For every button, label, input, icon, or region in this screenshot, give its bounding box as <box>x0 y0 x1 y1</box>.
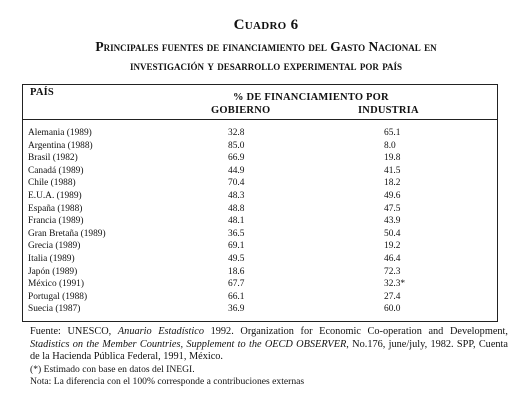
country-cell: Gran Bretaña (1989) <box>28 228 106 239</box>
gobierno-cell: 48.3 <box>228 190 245 201</box>
source-note <box>30 326 508 364</box>
table-row <box>23 254 497 267</box>
table-row <box>23 128 497 141</box>
table-body <box>23 128 497 317</box>
industria-cell: 18.2 <box>384 178 401 189</box>
table-footnotes <box>30 326 508 389</box>
source-text: , No.176, june/july, 1982. SPP, Cuenta de la Hacienda Pública Federal, 1991, México. <box>30 338 508 363</box>
source-title-italic: Stadistics on the Member Countries, Supplement to the OECD OBSERVER <box>30 338 347 350</box>
gobierno-cell: 48.1 <box>228 216 245 227</box>
country-cell: Japón (1989) <box>28 266 78 277</box>
column-group-header: % DE FINANCIAMIENTO POR <box>233 92 389 103</box>
table-caption-number: Cuadro 6 <box>233 17 299 33</box>
table-row <box>23 216 497 229</box>
country-cell: Alemania (1989) <box>28 128 92 138</box>
industria-cell: 47.5 <box>384 203 401 214</box>
table-row <box>23 267 497 280</box>
country-cell: España (1988) <box>28 203 83 214</box>
gobierno-cell: 69.1 <box>228 241 245 252</box>
country-cell: E.U.A. (1989) <box>28 190 82 201</box>
gobierno-cell: 67.7 <box>228 279 245 290</box>
gobierno-cell: 36.9 <box>228 304 245 315</box>
header-divider <box>23 119 497 120</box>
caption-line-2: investigación y desarrollo experimental por país <box>129 58 403 73</box>
country-cell: Francia (1989) <box>28 216 84 227</box>
source-text: Fuente: UNESCO, <box>30 326 118 337</box>
column-header-gobierno: GOBIERNO <box>211 105 271 116</box>
financing-table <box>22 84 498 322</box>
gobierno-cell: 49.5 <box>228 253 245 264</box>
country-cell: Suecia (1987) <box>28 304 81 315</box>
country-cell: Grecia (1989) <box>28 241 81 252</box>
table-row <box>23 178 497 191</box>
industria-cell: 49.6 <box>384 190 401 201</box>
gobierno-cell: 18.6 <box>228 266 245 277</box>
table-row <box>23 191 497 204</box>
country-cell: Portugal (1988) <box>28 291 88 302</box>
table-row <box>23 141 497 154</box>
industria-cell: 65.1 <box>384 128 401 138</box>
industria-cell: 50.4 <box>384 228 401 239</box>
industria-cell: 32.3* <box>384 279 406 290</box>
table-row <box>23 153 497 166</box>
industria-cell: 19.8 <box>384 153 401 164</box>
gobierno-cell: 66.1 <box>228 291 245 302</box>
table-row <box>23 279 497 292</box>
country-cell: Canadá (1989) <box>28 165 84 176</box>
gobierno-cell: 48.8 <box>228 203 245 214</box>
gobierno-cell: 66.9 <box>228 153 245 164</box>
table-row <box>23 292 497 305</box>
country-cell: Argentina (1988) <box>28 140 93 151</box>
industria-cell: 19.2 <box>384 241 401 252</box>
gobierno-cell: 36.5 <box>228 228 245 239</box>
country-cell: México (1991) <box>28 279 84 290</box>
gobierno-cell: 85.0 <box>228 140 245 151</box>
country-cell: Brasil (1982) <box>28 153 78 164</box>
table-caption-title <box>0 37 532 75</box>
industria-cell: 43.9 <box>384 216 401 227</box>
source-title-italic: Anuario Estadístico <box>117 326 204 337</box>
source-text: 1992. Organization for Economic Co-operation and Development, <box>204 326 508 337</box>
country-cell: Chile (1988) <box>28 178 76 189</box>
table-row <box>23 229 497 242</box>
gobierno-cell: 70.4 <box>228 178 245 189</box>
table-row <box>23 304 497 317</box>
table-row <box>23 241 497 254</box>
country-cell: Italia (1989) <box>28 253 75 264</box>
industria-cell: 72.3 <box>384 266 401 277</box>
difference-note: Nota: La diferencia con el 100% corresponde a contribuciones externas <box>30 376 305 388</box>
industria-cell: 8.0 <box>384 140 396 151</box>
table-row <box>23 204 497 217</box>
industria-cell: 46.4 <box>384 253 401 264</box>
gobierno-cell: 44.9 <box>228 165 245 176</box>
industria-cell: 41.5 <box>384 165 401 176</box>
column-header-pais: PAÍS <box>30 87 54 98</box>
column-header-industria: INDUSTRIA <box>358 105 419 116</box>
industria-cell: 60.0 <box>384 304 401 315</box>
caption-line-1: Principales fuentes de financiamiento del Gasto Nacional en <box>95 39 437 54</box>
asterisk-note: (*) Estimado con base en datos del INEGI. <box>30 363 195 375</box>
table-row <box>23 166 497 179</box>
gobierno-cell: 32.8 <box>228 128 245 138</box>
industria-cell: 27.4 <box>384 291 401 302</box>
